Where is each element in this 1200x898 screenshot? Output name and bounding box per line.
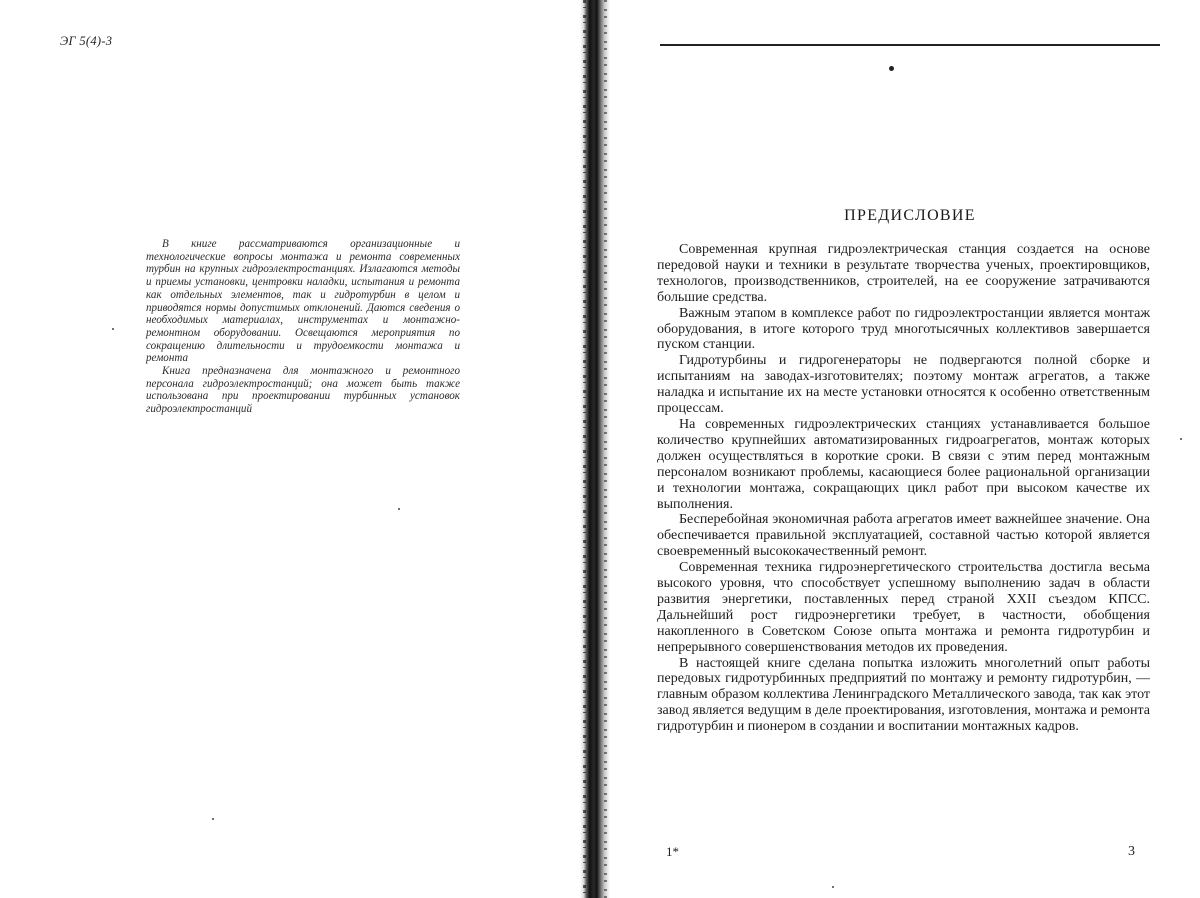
right-page	[610, 0, 1200, 898]
preface-paragraph: Важным этапом в комплексе работ по гидроэлектростанции является монтаж оборудования, в итоге которого труд многотысячных коллективов завершается пуском станции.	[657, 305, 1150, 353]
preface-paragraph: Современная крупная гидроэлектрическая станция создается на основе передовой науки и техники в результате творчества ученых, проектировщиков, технологов, производственников, строителей, на ее сооружение затрачиваются большие средства.	[657, 242, 1150, 305]
print-speck	[212, 818, 214, 820]
printer-signature: 1*	[666, 844, 679, 859]
preface-paragraph: На современных гидроэлектрических станциях устанавливается большое количество крупнейших автоматизированных гидроагрегатов, монтаж которых должен осуществляться в короткие сроки. В связи с этим перед монтажным персоналом возникают проблемы, касающиеся более рациональной организации и технологии монтажа, сокращающих цикл работ при высоком качестве их выполнения.	[657, 416, 1150, 512]
left-page	[0, 0, 580, 898]
preface-paragraph: Бесперебойная экономичная работа агрегатов имеет важнейшее значение. Она обеспечивается правильной эксплуатацией, составной частью которой является своевременный высококачественный ремонт.	[657, 512, 1150, 560]
print-speck	[112, 328, 114, 330]
annotation-paragraph: Книга предназначена для монтажного и ремонтного персонала гидроэлектростанций; она может быть также использована при проектировании турбинных установок гидроэлектростанций	[146, 365, 460, 416]
book-gutter	[580, 0, 610, 898]
print-speck	[1180, 438, 1182, 440]
preface-paragraph: В настоящей книге сделана попытка изложить многолетний опыт работы передовых гидротурбинных предприятий по монтажу и ремонту гидротурбин, — главным образом коллектива Ленинградского Металлического завода, так как этот завод является ведущим в деле проектирования, изготовления, монтажа и ремонта гидротурбин и пионером в создании и воспитании монтажных кадров.	[657, 655, 1150, 735]
preface-paragraph: Гидротурбины и гидрогенераторы не подвергаются полной сборке и испытаниям на заводах-изготовителях; поэтому монтаж агрегатов, а также наладка и испытание их на месте установки относятся к особенно ответственным процессам.	[657, 353, 1150, 417]
print-speck	[832, 886, 834, 888]
header-rule	[660, 44, 1160, 46]
annotation-paragraph: В книге рассматриваются организационные и технологические вопросы монтажа и ремонта современных турбин на крупных гидроэлектростанциях. Излагаются методы и приемы установки, центровки наладки, испытания и ремонта как отдельных элементов, так и гидротурбин в целом и приводятся нормы допустимых отклонений. Даются сведения о необходимых материалах, инструментах и монтажно-ремонтном оборудовании. Освещаются мероприятия по сокращению длительности и трудоемкости монтажа и ремонта	[146, 238, 460, 365]
preface-body	[657, 242, 1150, 735]
publication-code: ЭГ 5(4)-3	[60, 34, 113, 48]
print-mark	[889, 66, 894, 71]
page-number: 3	[1128, 844, 1135, 859]
print-speck	[398, 508, 400, 510]
book-annotation	[146, 238, 460, 416]
preface-paragraph: Современная техника гидроэнергетического строительства достигла весьма высокого уровня, что способствует успешному выполнению задач в области развития энергетики, поставленных перед страной XXII съездом КПСС. Дальнейший рост гидроэнергетики требует, в частности, обобщения накопленного в Советском Союзе опыта монтажа и ремонта гидротурбин и непрерывного совершенствования методов их проведения.	[657, 560, 1150, 655]
preface-title: ПРЕДИСЛОВИЕ	[844, 207, 976, 224]
